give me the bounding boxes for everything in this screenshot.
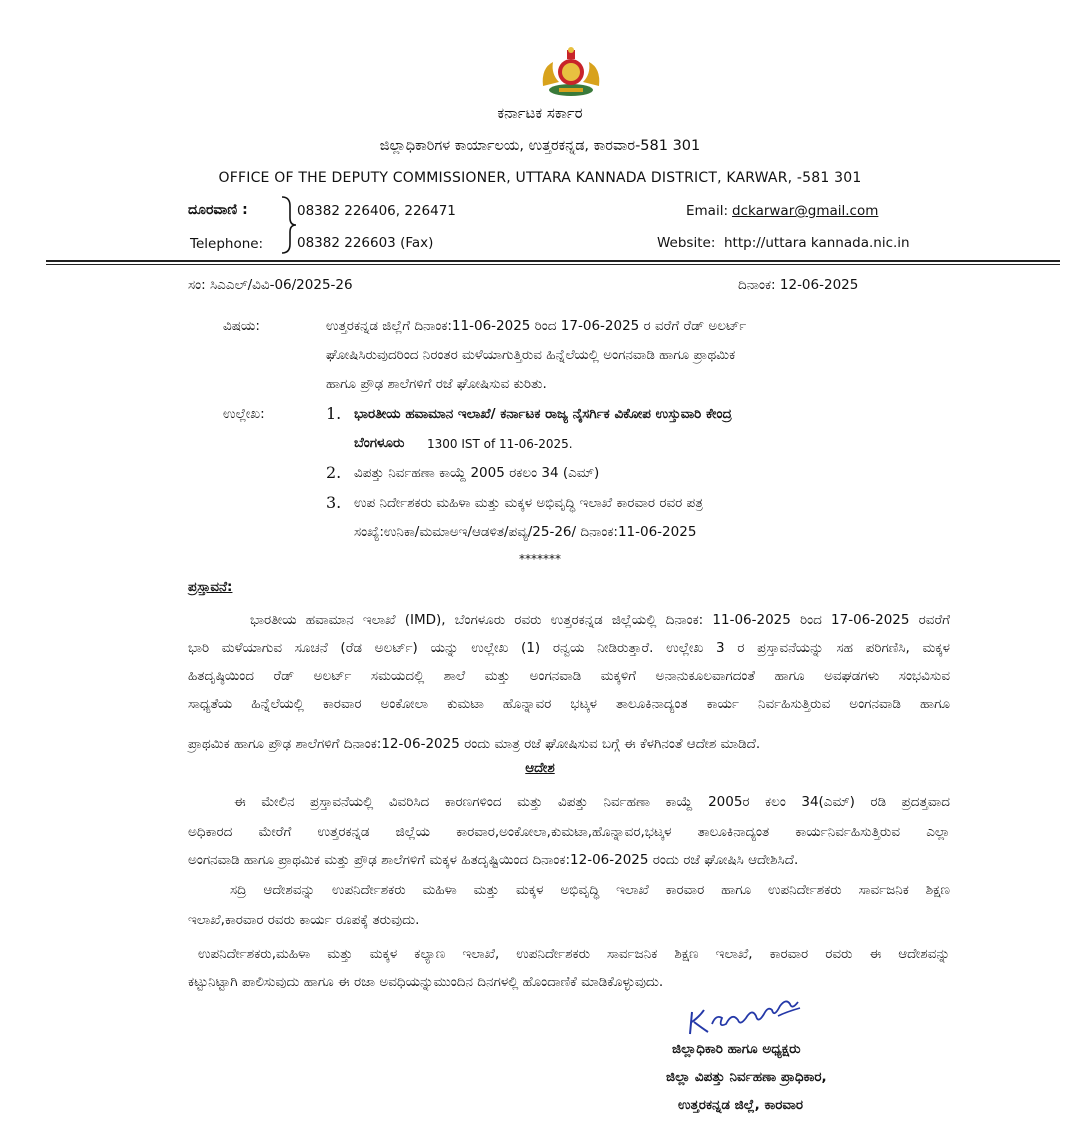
government-name: ಕರ್ನಾಟಕ ಸರ್ಕಾರ <box>497 104 583 122</box>
order-paragraph-line: ಇಲಾಖೆ,ಕಾರವಾರ ರವರು ಕಾರ್ಯ ರೂಪಕ್ಕೆ ತರುವುದು. <box>188 912 420 928</box>
subject-line: ಘೋಷಿಸಿರುವುದರಿಂದ ನಿರಂತರ ಮಳೆಯಾಗುತ್ತಿರುವ ಹಿನ್ನೆಲೆಯಲ್ಲಿ ಅಂಗನವಾಡಿ ಹಾಗೂ ಪ್ರಾಥಮಿಕ <box>326 347 736 363</box>
order-paragraph-line: ಸದ್ರಿ ಆದೇಶವನ್ನು ಉಪನಿರ್ದೇಶಕರು ಮಹಿಳಾ ಮತ್ತು ಮಕ್ಕಳ ಅಭಿವೃದ್ಧಿ ಇಲಾಖೆ ಕಾರವಾರ ಹಾಗೂ ಉಪನಿರ್ದೇಶಕರು ಸಾರ್ವಜನಿಕ ಶಿಕ್ಷಣ <box>230 882 950 898</box>
preamble-line: ಸಾಧ್ಯತೆಯ ಹಿನ್ನೆಲೆಯಲ್ಲಿ ಕಾರವಾರ ಅಂಕೋಲಾ ಕುಮಟಾ ಹೊನ್ನಾವರ ಭಟ್ಕಳ ತಾಲೂಕಿನಾದ್ಯಂತ ಕಾರ್ಯ ನಿರ್ವಹಿಸುತ್ತಿರುವ ಅಂಗನವಾಡಿ ಹಾಗೂ <box>188 696 950 712</box>
preamble-heading: ಪ್ರಸ್ತಾವನೆ: <box>188 579 233 595</box>
header-divider-thin <box>46 264 1060 265</box>
website-link[interactable]: http://uttara kannada.nic.in <box>724 235 910 251</box>
signatory-location: ಉತ್ತರಕನ್ನಡ ಜಿಲ್ಲೆ, ಕಾರವಾರ <box>678 1097 803 1113</box>
signatory-designation: ಜಿಲ್ಲಾಧಿಕಾರಿ ಹಾಗೂ ಅಧ್ಯಕ್ಷರು <box>672 1041 801 1057</box>
order-paragraph-line: ಉಪನಿರ್ದೇಶಕರು,ಮಹಿಳಾ ಮತ್ತು ಮಕ್ಕಳ ಕಲ್ಯಾಣ ಇಲಾಖೆ, ಉಪನಿರ್ದೇಶಕರು ಸಾರ್ವಜನಿಕ ಶಿಕ್ಷಣ ಇಲಾಖೆ, ಕಾರವಾರ ರವರು ಈ ಆದೇಶವನ್ನು <box>198 946 950 962</box>
reference-number-2: 2. <box>326 463 342 482</box>
order-paragraph-line: ಅಂಗನವಾಡಿ ಹಾಗೂ ಪ್ರಾಥಮಿಕ ಮತ್ತು ಪ್ರೌಢ ಶಾಲೆಗಳಿಗೆ ಮಕ್ಕಳ ಹಿತದೃಷ್ಟಿಯಿಂದ ದಿನಾಂಕ:12-06-2025 ರಂದು ರಜೆ ಘೋಷಿಸಿ ಆದೇಶಿಸಿದೆ. <box>188 852 799 868</box>
phone-label-kannada: ದೂರವಾಣಿ : <box>188 202 248 218</box>
handwritten-signature <box>682 988 812 1038</box>
order-paragraph-line: ಕಟ್ಟುನಿಟ್ಟಾಗಿ ಪಾಲಿಸುವುದು ಹಾಗೂ ಈ ರಜಾ ಅವಧಿಯನ್ನುಮುಂದಿನ ದಿನಗಳಲ್ಲಿ ಹೊಂದಾಣಿಕೆ ಮಾಡಿಕೊಳ್ಳುವುದು. <box>188 974 664 990</box>
reference-item-text: ವಿಪತ್ತು ನಿರ್ವಹಣಾ ಕಾಯ್ದೆ 2005 ರಕಲಂ 34 (ಎಮ್) <box>354 465 600 481</box>
preamble-line: ಭಾರತೀಯ ಹವಾಮಾನ ಇಲಾಖೆ (IMD), ಬೆಂಗಳೂರು ರವರು ಉತ್ತರಕನ್ನಡ ಜಿಲ್ಲೆಯಲ್ಲಿ ದಿನಾಂಕ: 11-06-2025 ರಿಂದ 17-06-2025 ರವರೆಗೆ <box>250 612 950 628</box>
signatory-authority: ಜಿಲ್ಲಾ ವಿಪತ್ತು ನಿರ್ವಹಣಾ ಪ್ರಾಧಿಕಾರ, <box>666 1069 827 1085</box>
karnataka-state-emblem-icon <box>537 46 605 100</box>
reference-number-3: 3. <box>326 493 342 512</box>
order-paragraph-line: ಈ ಮೇಲಿನ ಪ್ರಸ್ತಾವನೆಯಲ್ಲಿ ವಿವರಿಸಿದ ಕಾರಣಗಳಿಂದ ಮತ್ತು ವಿಪತ್ತು ನಿರ್ವಹಣಾ ಕಾಯ್ದೆ 2005ರ ಕಲಂ 34(ಎಮ್) ರಡಿ ಪ್ರದತ್ತವಾದ <box>234 794 950 810</box>
reference-item-text: ಸಂಖ್ಯೆ:ಉನಿಕಾ/ಮಮಾಅಇ/ಆಡಳಿತ/ಪವ್ಯ/25-26/ ದಿನಾಂಕ:11-06-2025 <box>354 524 697 540</box>
references-label: ಉಲ್ಲೇಖ: <box>223 406 265 422</box>
reference-item-text: ಭಾರತೀಯ ಹವಾಮಾನ ಇಲಾಖೆ/ ಕರ್ನಾಟಕ ರಾಜ್ಯ ನೈಸರ್ಗಿಕ ವಿಕೋಪ ಉಸ್ತುವಾರಿ ಕೇಂದ್ರ <box>354 406 732 422</box>
office-name-kannada: ಜಿಲ್ಲಾಧಿಕಾರಿಗಳ ಕಾರ್ಯಾಲಯ, ಉತ್ತರಕನ್ನಡ, ಕಾರವಾರ-581 301 <box>379 138 701 154</box>
order-paragraph-line: ಅಧಿಕಾರದ ಮೇರೆಗೆ ಉತ್ತರಕನ್ನಡ ಜಿಲ್ಲೆಯ ಕಾರವಾರ,ಅಂಕೋಲಾ,ಕುಮಟಾ,ಹೊನ್ನಾವರ,ಭಟ್ಕಳ ತಾಲೂಕಿನಾದ್ಯಂತ ಕಾರ್ಯನಿರ್ವಹಿಸುತ್ತಿರುವ ಎಲ್ಲಾ <box>188 824 950 840</box>
reference-item-text: ಬೆಂಗಳೂರು <box>354 435 405 451</box>
preamble-line: ಭಾರಿ ಮಳೆಯಾಗುವ ಸೂಚನೆ (ರೆಡ ಅಲರ್ಟ್) ಯನ್ನು ಉಲ್ಲೇಖ (1) ರನ್ವಯ ನೀಡಿರುತ್ತಾರೆ. ಉಲ್ಲೇಖ 3 ರ ಪ್ರಸ್ತಾವನೆಯನ್ನು ಸಹ ಪರಿಗಣಿಸಿ, ಮಕ್ಕಳ <box>188 640 950 656</box>
subject-line: ಉತ್ತರಕನ್ನಡ ಜಿಲ್ಲೆಗೆ ದಿನಾಂಕ:11-06-2025 ರಿಂದ 17-06-2025 ರ ವರೆಗೆ ರೆಡ್ ಅಲರ್ಟ್ <box>326 318 747 334</box>
subject-label: ವಿಷಯ: <box>223 318 260 334</box>
fax-number: 08382 226603 (Fax) <box>297 235 434 251</box>
order-date: ದಿನಾಂಕ: 12-06-2025 <box>738 277 859 293</box>
section-separator: ******* <box>519 552 561 566</box>
brace-icon <box>278 196 298 254</box>
header-divider <box>46 260 1060 262</box>
phone-numbers: 08382 226406, 226471 <box>297 203 456 219</box>
order-heading: ಆದೇಶ <box>525 760 555 776</box>
email-label: Email: <box>686 203 729 219</box>
website-label: Website: <box>657 235 716 251</box>
phone-label-english: Telephone: <box>190 236 264 252</box>
reference-item-text: ಉಪ ನಿರ್ದೇಶಕರು ಮಹಿಳಾ ಮತ್ತು ಮಕ್ಕಳ ಅಭಿವೃದ್ಧಿ ಇಲಾಖೆ ಕಾರವಾರ ರವರ ಪತ್ರ <box>354 495 703 511</box>
email-link[interactable]: dckarwar@gmail.com <box>732 203 879 219</box>
subject-line: ಹಾಗೂ ಪ್ರೌಢ ಶಾಲೆಗಳಿಗೆ ರಜೆ ಘೋಷಿಸುವ ಕುರಿತು. <box>326 376 547 392</box>
reference-item-suffix: 1300 IST of 11-06-2025. <box>427 437 573 451</box>
preamble-line: ಪ್ರಾಥಮಿಕ ಹಾಗೂ ಪ್ರೌಢ ಶಾಲೆಗಳಿಗೆ ದಿನಾಂಕ:12-06-2025 ರಂದು ಮಾತ್ರ ರಜೆ ಘೋಷಿಸುವ ಬಗ್ಗೆ ಈ ಕೆಳಗಿನಂತೆ ಆದೇಶ ಮಾಡಿದೆ. <box>188 736 761 752</box>
reference-number: ಸಂ: ಸಿಎಎಲ್/ವಿವಿ-06/2025-26 <box>188 277 353 293</box>
office-name-english: OFFICE OF THE DEPUTY COMMISSIONER, UTTARA KANNADA DISTRICT, KARWAR, -581 301 <box>218 170 862 186</box>
reference-number-1: 1. <box>326 404 342 423</box>
preamble-line: ಹಿತದೃಷ್ಠಿಯಿಂದ ರೆಡ್ ಅಲರ್ಟ್ ಸಮಯದಲ್ಲಿ ಶಾಲೆ ಮತ್ತು ಅಂಗನವಾಡಿ ಮಕ್ಕಳಿಗೆ ಅನಾನುಕೂಲವಾಗದಂತೆ ಹಾಗೂ ಅವಘಡಗಳು ಸಂಭವಿಸುವ <box>188 668 950 684</box>
